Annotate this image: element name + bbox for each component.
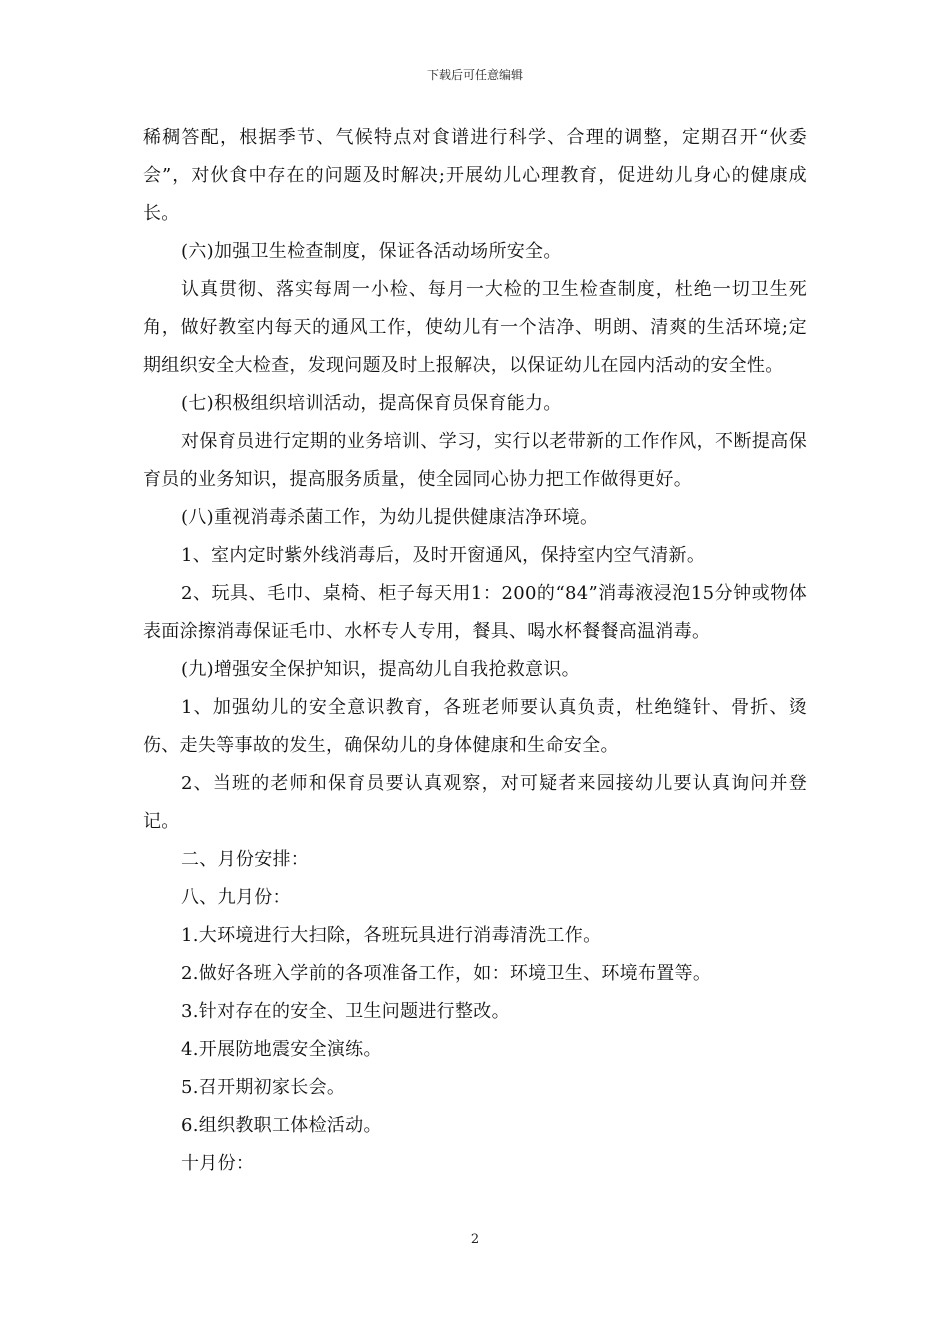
paragraph-11: 二、月份安排： [181, 849, 310, 870]
paragraph-9: 1、加强幼儿的安全意识教育，各班老师要认真负责，杜绝缝针、骨折、烫伤、走失等事故的发生，确保幼儿的身体健康和生命安全。 [143, 697, 807, 756]
paragraph-15: 3.针对存在的安全、卫生问题进行整改。 [181, 1001, 510, 1022]
paragraph-18: 6.组织教职工体检活动。 [181, 1115, 382, 1136]
paragraph-1: (六)加强卫生检查制度，保证各活动场所安全。 [181, 241, 562, 262]
page-number: 2 [470, 1232, 480, 1247]
page-header: 下载后可任意编辑 [426, 68, 523, 82]
paragraph-14: 2.做好各班入学前的各项准备工作，如：环境卫生、环境布置等。 [181, 963, 712, 984]
paragraph-16: 4.开展防地震安全演练。 [181, 1039, 382, 1060]
paragraph-10: 2、当班的老师和保育员要认真观察，对可疑者来园接幼儿要认真询问并登记。 [143, 773, 807, 832]
paragraph-4: 对保育员进行定期的业务培训、学习，实行以老带新的工作作风，不断提高保育员的业务知识，提高服务质量，使全园同心协力把工作做得更好。 [143, 431, 807, 490]
paragraph-19: 十月份： [181, 1153, 255, 1174]
paragraph-6: 1、室内定时紫外线消毒后，及时开窗通风，保持室内空气清新。 [181, 545, 706, 566]
paragraph-13: 1.大环境进行大扫除，各班玩具进行消毒清洗工作。 [181, 925, 602, 946]
document-body [143, 119, 807, 1183]
paragraph-2: 认真贯彻、落实每周一小检、每月一大检的卫生检查制度，杜绝一切卫生死角，做好教室内每天的通风工作，使幼儿有一个洁净、明朗、清爽的生活环境;定期组织安全大检查，发现问题及时上报解决，以保证幼儿在园内活动的安全性。 [143, 279, 807, 376]
paragraph-8: (九)增强安全保护知识，提高幼儿自我抢救意识。 [181, 659, 580, 680]
paragraph-12: 八、九月份： [181, 887, 291, 908]
paragraph-5: (八)重视消毒杀菌工作，为幼儿提供健康洁净环境。 [181, 507, 599, 528]
paragraph-7: 2、玩具、毛巾、桌椅、柜子每天用1：200的“84”消毒液浸泡15分钟或物体表面涂擦消毒保证毛巾、水杯专人专用，餐具、喝水杯餐餐高温消毒。 [143, 583, 807, 642]
paragraph-3: (七)积极组织培训活动，提高保育员保育能力。 [181, 393, 562, 414]
paragraph-17: 5.召开期初家长会。 [181, 1077, 346, 1098]
paragraph-0: 稀稠答配，根据季节、气候特点对食谱进行科学、合理的调整，定期召开“伙委会”，对伙食中存在的问题及时解决;开展幼儿心理教育，促进幼儿身心的健康成长。 [143, 127, 807, 224]
